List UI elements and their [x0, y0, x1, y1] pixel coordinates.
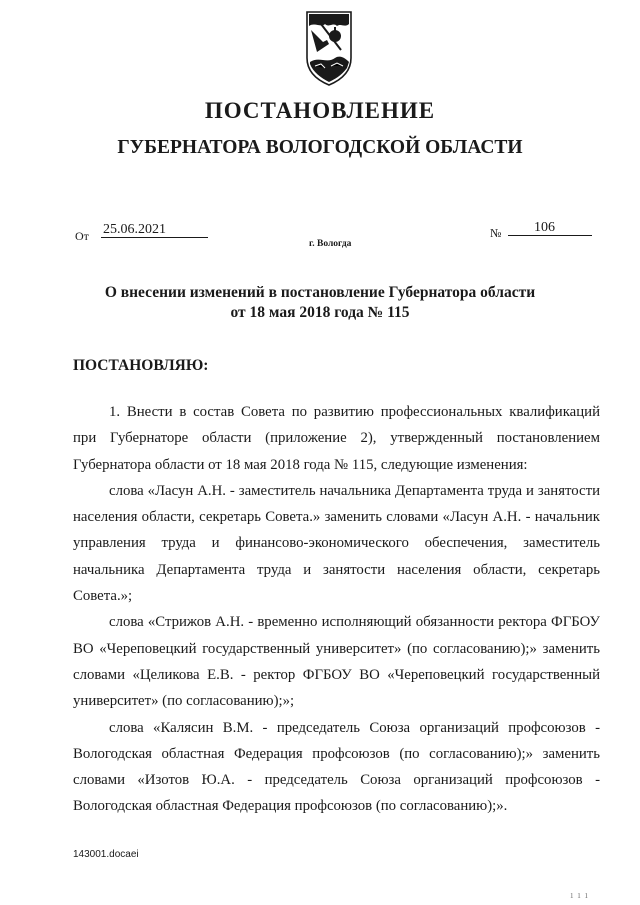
paragraph: слова «Ласун А.Н. - заместитель начальника Департамента труда и занятости населения области, секретарь Совета.» заменить словами «Ласун А.Н. - начальник управления труда и финансово-экономического обеспечения, заместитель начальника Департамента труда и занятости населения области, секретарь Совета.»;	[73, 482, 600, 605]
corner-mark: 1 1 1	[570, 892, 589, 900]
document-date: 25.06.2021	[101, 222, 208, 238]
document-subtitle: ГУБЕРНАТОРА ВОЛОГОДСКОЙ ОБЛАСТИ	[117, 137, 523, 158]
vologda-coat-of-arms-icon	[301, 6, 357, 88]
number-label: №	[490, 226, 502, 240]
decree-word: ПОСТАНОВЛЯЮ:	[73, 357, 209, 374]
paragraph: 1. Внести в состав Совета по развитию профессиональных квалификаций при Губернаторе области (приложение 2), утвержденный постановлением Губернатора области от 18 мая 2018 года № 115, следующие изменения:	[73, 404, 600, 473]
date-label: От	[75, 229, 89, 243]
document-number: 106	[508, 220, 592, 236]
paragraph: слова «Стрижов А.Н. - временно исполняющий обязанности ректора ФГБОУ ВО «Череповецкий государственный университет» (по согласованию);» заменить словами «Целикова Е.В. - ректор ФГБОУ ВО «Череповецкий государственный университет» (по согласованию);»;	[73, 614, 600, 710]
subject-line-2: от 18 мая 2018 года № 115	[230, 304, 410, 321]
document-body	[73, 399, 600, 820]
document-title: ПОСТАНОВЛЕНИЕ	[204, 98, 436, 123]
paragraph: слова «Калясин В.М. - председатель Союза организаций профсоюзов - Вологодская областная Федерация профсоюзов (по согласованию);» заменить словами «Изотов Ю.А. - председатель Союза организаций профсоюзов - Вологодская областная Федерация профсоюзов (по согласованию);».	[73, 719, 600, 815]
file-name: 143001.docaei	[73, 849, 139, 860]
city-name: г. Вологда	[309, 239, 352, 249]
document-subject	[0, 283, 640, 323]
subject-line-1: О внесении изменений в постановление Губернатора области	[104, 284, 536, 301]
